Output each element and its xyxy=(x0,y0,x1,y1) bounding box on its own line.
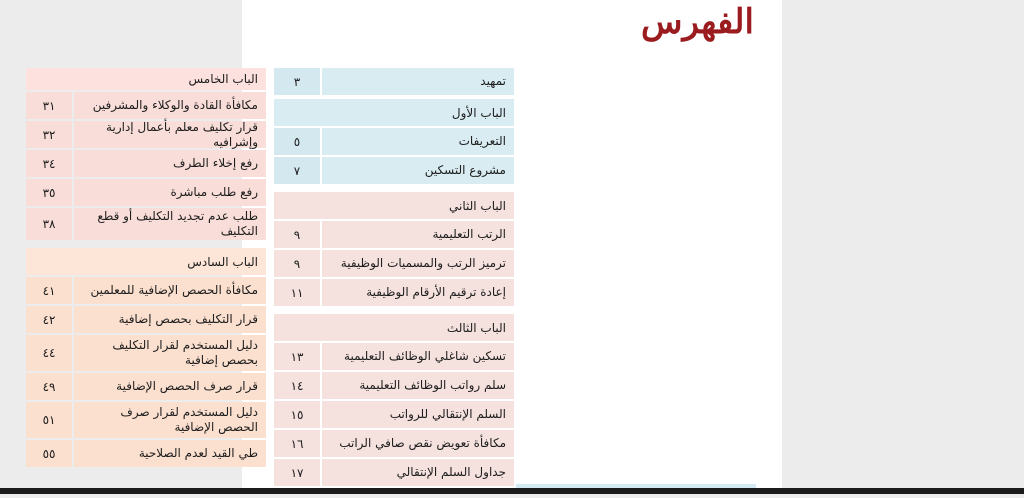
toc-row-page: ٣١ xyxy=(26,92,72,119)
toc-row[interactable] xyxy=(274,279,514,306)
toc-row[interactable] xyxy=(274,128,514,155)
toc-row-page: ٣٤ xyxy=(26,150,72,177)
toc-row-page: ٥١ xyxy=(26,402,72,438)
toc-row[interactable] xyxy=(274,68,514,95)
toc-row-title: دليل المستخدم لقرار التكليف بحصص إضافية xyxy=(74,335,266,371)
toc-row-title: طي القيد لعدم الصلاحية xyxy=(74,440,266,467)
toc-row[interactable] xyxy=(26,277,266,304)
toc-section-heading xyxy=(26,68,266,90)
toc-section-heading xyxy=(274,314,514,341)
toc-row-title: تسكين شاغلي الوظائف التعليمية xyxy=(322,343,514,370)
toc-row[interactable] xyxy=(274,221,514,248)
toc-row-page: ٤٤ xyxy=(26,335,72,371)
toc-row-page: ٣٢ xyxy=(26,121,72,148)
toc-row-page: ٤٢ xyxy=(26,306,72,333)
chapter-heading: الباب الثاني xyxy=(274,192,514,219)
toc-row[interactable] xyxy=(26,150,266,177)
toc-row-page: ٩ xyxy=(274,221,320,248)
toc-section-chapter-3 xyxy=(274,314,514,486)
toc-row[interactable] xyxy=(274,401,514,428)
page-title: الفهرس xyxy=(641,2,754,42)
toc-row-page: ٥ xyxy=(274,128,320,155)
toc-section-chapter-2 xyxy=(274,192,514,306)
toc-section-chapter-6 xyxy=(26,248,266,467)
toc-row[interactable] xyxy=(274,430,514,457)
toc-row-title: رفع طلب مباشرة xyxy=(74,179,266,206)
toc-row-title: مكافأة الحصص الإضافية للمعلمين xyxy=(74,277,266,304)
toc-row-title: الرتب التعليمية xyxy=(322,221,514,248)
toc-section-intro xyxy=(274,68,514,95)
toc-row-page: ١٧ xyxy=(274,459,320,486)
chapter-heading: الباب الأول xyxy=(274,99,514,126)
taskbar xyxy=(0,488,1024,494)
toc-row-page: ٣٨ xyxy=(26,208,72,240)
toc-row[interactable] xyxy=(274,372,514,399)
toc-row[interactable] xyxy=(26,92,266,119)
toc-row-page: ٣ xyxy=(274,68,320,95)
toc-row[interactable] xyxy=(26,121,266,148)
toc-row-title: طلب عدم تجديد التكليف أو قطع التكليف xyxy=(74,208,266,240)
toc-section-heading xyxy=(274,192,514,219)
toc-row-title: مكافأة تعويض نقص صافي الراتب xyxy=(322,430,514,457)
toc-section-chapter-1 xyxy=(274,99,514,184)
toc-row[interactable] xyxy=(26,373,266,400)
toc-row-title: دليل المستخدم لقرار صرف الحصص الإضافية xyxy=(74,402,266,438)
toc-section-chapter-5 xyxy=(26,68,266,240)
toc-row[interactable] xyxy=(274,343,514,370)
toc-row-title: مشروع التسكين xyxy=(322,157,514,184)
toc-row[interactable] xyxy=(26,440,266,467)
toc-row[interactable] xyxy=(26,208,266,240)
toc-row-page: ٧ xyxy=(274,157,320,184)
toc-right-column xyxy=(274,68,514,498)
toc-row-title: قرار صرف الحصص الإضافية xyxy=(74,373,266,400)
toc-row-page: ٤١ xyxy=(26,277,72,304)
toc-row[interactable] xyxy=(26,402,266,438)
chapter-heading: الباب السادس xyxy=(26,248,266,275)
toc-row[interactable] xyxy=(26,179,266,206)
toc-row-page: ١٦ xyxy=(274,430,320,457)
toc-row-title: رفع إخلاء الطرف xyxy=(74,150,266,177)
toc-row-title: جداول السلم الإنتقالي xyxy=(322,459,514,486)
toc-row[interactable] xyxy=(274,157,514,184)
toc-row-title: تمهيد xyxy=(322,68,514,95)
toc-row-page: ٥٥ xyxy=(26,440,72,467)
toc-row-page: ٤٩ xyxy=(26,373,72,400)
toc-row-page: ١٥ xyxy=(274,401,320,428)
toc-row-page: ١١ xyxy=(274,279,320,306)
toc-row[interactable] xyxy=(26,335,266,371)
toc-row[interactable] xyxy=(274,459,514,486)
toc-left-column xyxy=(26,68,266,479)
toc-row[interactable] xyxy=(274,250,514,277)
toc-section-heading xyxy=(274,99,514,126)
toc-row-title: ترميز الرتب والمسميات الوظيفية xyxy=(322,250,514,277)
toc-row-page: ١٣ xyxy=(274,343,320,370)
toc-row-page: ٩ xyxy=(274,250,320,277)
chapter-heading: الباب الخامس xyxy=(26,68,266,90)
toc-row-page: ٣٥ xyxy=(26,179,72,206)
toc-section-heading xyxy=(26,248,266,275)
toc-row-page: ١٤ xyxy=(274,372,320,399)
toc-row-title: قرار تكليف معلم بأعمال إدارية وإشرافيه xyxy=(74,121,266,148)
toc-row-title: التعريفات xyxy=(322,128,514,155)
toc-row-title: السلم الإنتقالي للرواتب xyxy=(322,401,514,428)
toc-row-title: مكافأة القادة والوكلاء والمشرفين xyxy=(74,92,266,119)
toc-row-title: قرار التكليف بحصص إضافية xyxy=(74,306,266,333)
toc-row-title: سلم رواتب الوظائف التعليمية xyxy=(322,372,514,399)
toc-row[interactable] xyxy=(26,306,266,333)
chapter-heading: الباب الثالث xyxy=(274,314,514,341)
toc-row-title: إعادة ترقيم الأرقام الوظيفية xyxy=(322,279,514,306)
